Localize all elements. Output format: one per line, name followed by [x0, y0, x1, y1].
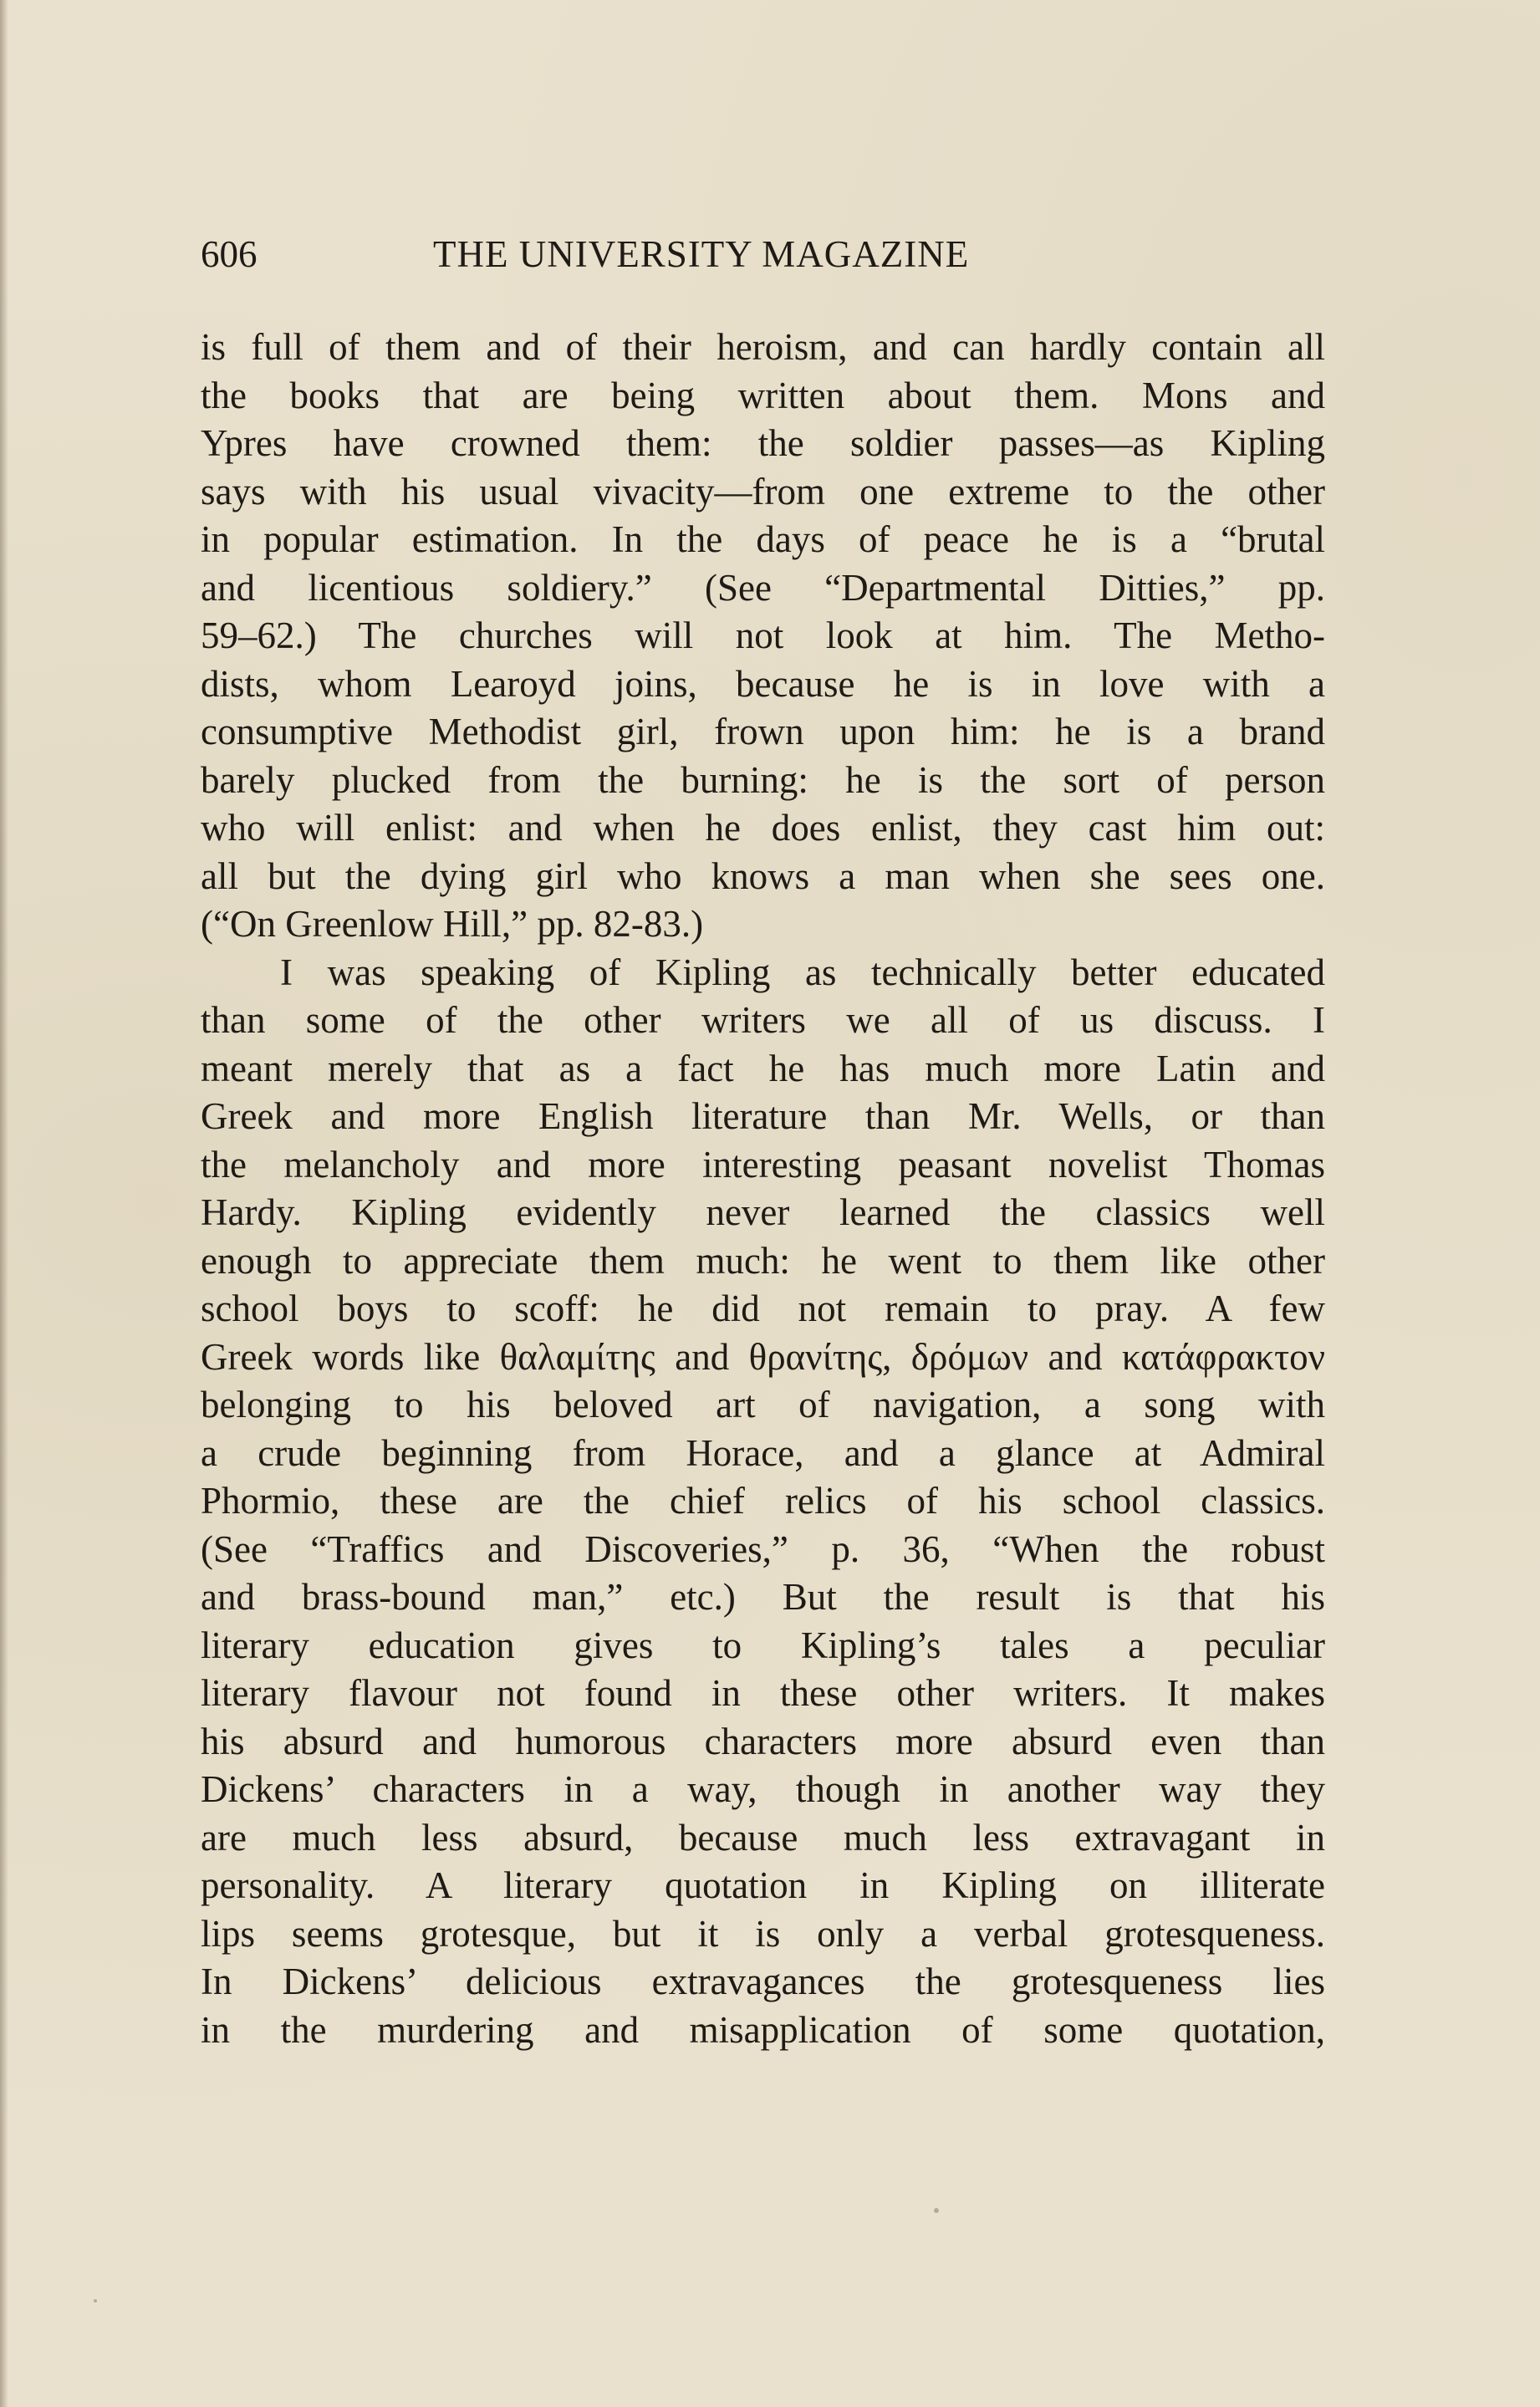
text-line: Greek words like θαλαμίτης and θρανίτης, δρόμων and κατάφρακτον — [201, 1335, 1325, 1378]
text-line: literary education gives to Kipling’s tales a peculiar — [201, 1624, 1325, 1666]
text-line: enough to appreciate them much: he went to them like other — [201, 1239, 1325, 1282]
text-line: all but the dying girl who knows a man when she sees one. — [201, 854, 1325, 897]
text-line: in popular estimation. In the days of peace he is a “brutal — [201, 518, 1325, 560]
text-line: meant merely that as a fact he has much more Latin and — [201, 1047, 1325, 1089]
text-line: the melancholy and more interesting peasant novelist Thomas — [201, 1143, 1325, 1186]
text-line: says with his usual vivacity—from one extreme to the other — [201, 470, 1325, 513]
text-line: barely plucked from the burning: he is the sort of person — [201, 758, 1325, 801]
text-line: Ypres have crowned them: the soldier passes—as Kipling — [201, 422, 1325, 464]
paragraph — [201, 324, 1325, 949]
text-line: dists, whom Learoyd joins, because he is in love with a — [201, 662, 1325, 705]
text-line: In Dickens’ delicious extravagances the grotesqueness lies — [201, 1961, 1325, 2002]
text-line: lips seems grotesque, but it is only a verbal grotesqueness. — [201, 1912, 1325, 1955]
text-line: personality. A literary quotation in Kipling on illiterate — [201, 1864, 1325, 1906]
text-line: school boys to scoff: he did not remain to pray. A few — [201, 1288, 1325, 1329]
page-number: 606 — [201, 233, 258, 275]
text-line: belonging to his beloved art of navigation, a song with — [201, 1384, 1325, 1425]
text-line: and licentious soldiery.” (See “Departmental Ditties,” pp. — [201, 566, 1325, 609]
text-line: his absurd and humorous characters more absurd even than — [201, 1720, 1325, 1762]
text-line: the books that are being written about them. Mons and — [201, 374, 1325, 416]
running-title: THE UNIVERSITY MAGAZINE — [433, 233, 970, 275]
text-line: Dickens’ characters in a way, though in another way they — [201, 1768, 1325, 1810]
text-line: Greek and more English literature than Mr. Wells, or than — [201, 1095, 1325, 1137]
text-line: Phormio, these are the chief relics of his school classics. — [201, 1480, 1325, 1522]
text-line: in the murdering and misapplication of some quotation, — [201, 2008, 1325, 2051]
text-line: a crude beginning from Horace, and a glance at Admiral — [201, 1431, 1325, 1474]
text-line: Hardy. Kipling evidently never learned the classics well — [201, 1191, 1325, 1233]
text-line: is full of them and of their heroism, and can hardly contain all — [201, 326, 1325, 368]
paper-speck — [934, 2208, 939, 2213]
paragraph — [201, 949, 1325, 2055]
text-line: who will enlist: and when he does enlist, they cast him out: — [201, 807, 1325, 849]
text-line: literary flavour not found in these other writers. It makes — [201, 1672, 1325, 1714]
text-line: than some of the other writers we all of us discuss. I — [201, 999, 1325, 1041]
text-line: (“On Greenlow Hill,” pp. 82-83.) — [201, 903, 704, 945]
text-line: I was speaking of Kipling as technically better educated — [280, 951, 1325, 993]
text-line: are much less absurd, because much less extravagant in — [201, 1816, 1325, 1859]
text-line: 59–62.) The churches will not look at him. The Metho- — [201, 614, 1325, 656]
page-header — [201, 232, 1325, 283]
paper-speck — [94, 2299, 97, 2302]
body-text — [201, 324, 1325, 2054]
text-line: (See “Traffics and Discoveries,” p. 36, “When the robust — [201, 1527, 1325, 1570]
page-edge-shadow — [0, 0, 8, 2407]
text-line: and brass-bound man,” etc.) But the result is that his — [201, 1576, 1325, 1618]
text-line: consumptive Methodist girl, frown upon him: he is a brand — [201, 711, 1325, 752]
